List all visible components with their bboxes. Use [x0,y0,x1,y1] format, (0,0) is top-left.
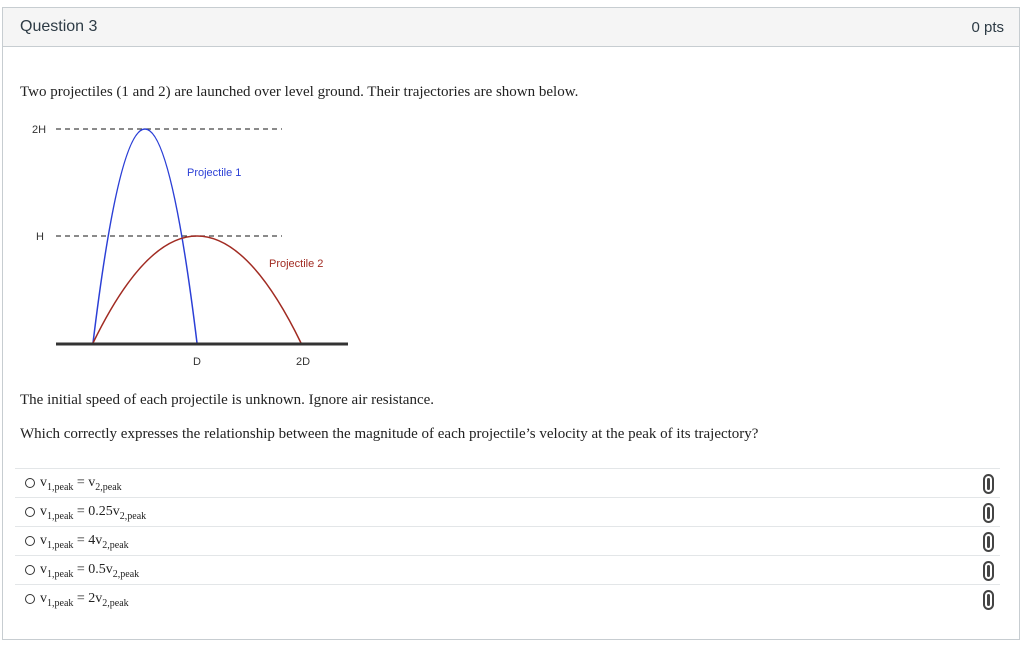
answer-option[interactable] [15,584,1000,613]
answer-label[interactable]: $v_{1,peak} = 0.5v_{2,peak}$ [40,562,140,580]
answer-label[interactable]: $v_{1,peak} = v_{2,peak}$ [40,475,122,493]
projectile-1-label: Projectile 1 [187,167,242,179]
question-header [3,8,1019,47]
projectile-1-trajectory [93,129,197,343]
radio-button[interactable] [25,565,35,575]
x-label-d: D [193,356,201,368]
drag-handle-icon[interactable] [983,561,994,581]
projectile-2-trajectory [93,236,301,343]
answer-option[interactable] [15,468,1000,497]
answer-label[interactable]: $v_{1,peak} = 0.25v_{2,peak}$ [40,504,147,522]
radio-button[interactable] [25,478,35,488]
drag-handle-icon[interactable] [983,474,994,494]
trajectory-figure [20,115,360,370]
question-prompt: Which correctly expresses the relationship between the magnitude of each projectile’s velocity at the peak of its trajectory? [20,426,759,442]
drag-handle-icon[interactable] [983,532,994,552]
answer-option[interactable] [15,497,1000,526]
answer-option[interactable] [15,555,1000,584]
drag-handle-icon[interactable] [983,503,994,523]
answer-label[interactable]: $v_{1,peak} = 4v_{2,peak}$ [40,533,129,551]
radio-button[interactable] [25,507,35,517]
radio-button[interactable] [25,594,35,604]
answer-list [15,468,1000,613]
y-label-h: H [36,231,44,243]
projectile-2-label: Projectile 2 [269,258,324,270]
radio-button[interactable] [25,536,35,546]
info-text-1: The initial speed of each projectile is unknown. Ignore air resistance. [20,392,435,408]
drag-handle-icon[interactable] [983,590,994,610]
question-points: 0 pts [971,19,1004,36]
x-label-2d: 2D [296,356,311,368]
answer-option[interactable] [15,526,1000,555]
answer-label[interactable]: $v_{1,peak} = 2v_{2,peak}$ [40,591,129,609]
y-label-2h: 2H [32,124,47,136]
question-intro: Two projectiles (1 and 2) are launched over level ground. Their trajectories are shown below. [20,84,579,100]
question-title: Question 3 [20,18,98,35]
